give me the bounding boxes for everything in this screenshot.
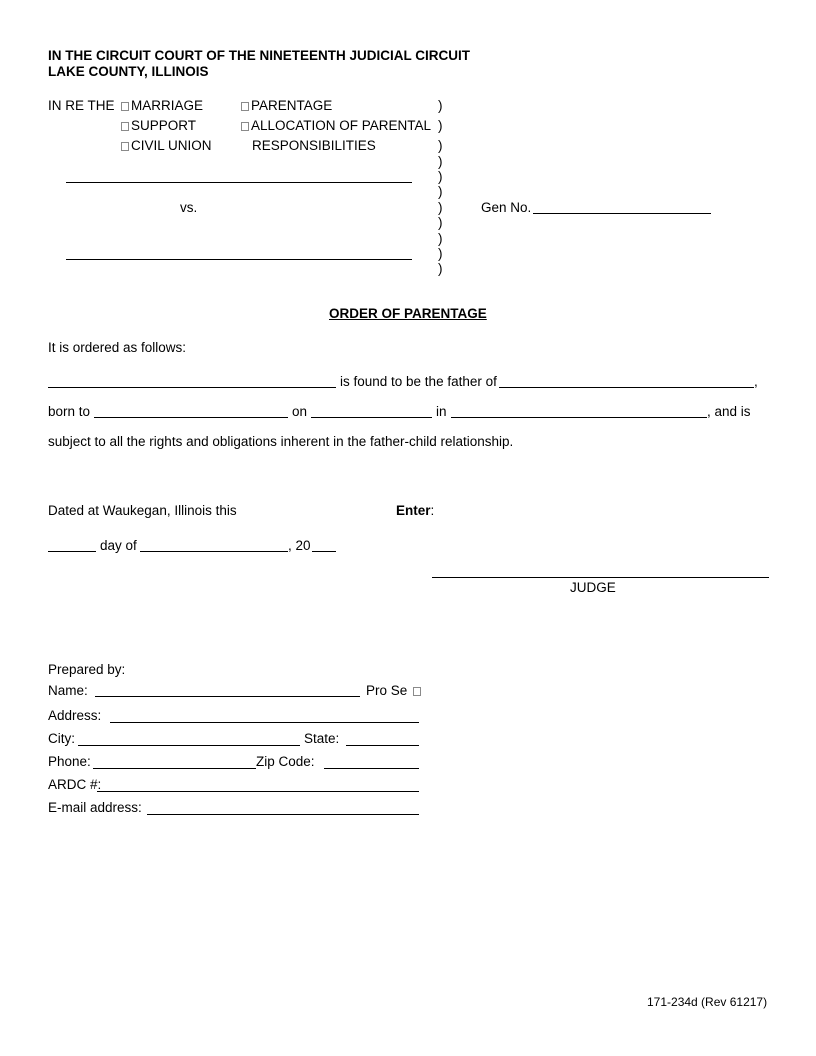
allocation-checkbox[interactable] xyxy=(241,122,249,131)
caption-paren: ) xyxy=(438,200,443,215)
marriage-checkbox[interactable] xyxy=(121,102,129,111)
civil-union-option[interactable] xyxy=(121,138,212,154)
email-field[interactable] xyxy=(147,814,419,815)
day-of-label: day of xyxy=(100,538,137,553)
form-number: 171-234d (Rev 61217) xyxy=(647,995,768,1009)
and-is-text: , and is xyxy=(707,404,751,419)
caption-paren: ) xyxy=(438,138,443,153)
dated-at-text: Dated at Waukegan, Illinois this xyxy=(48,503,237,518)
pro-se-option[interactable] xyxy=(366,683,423,699)
father-name-field[interactable] xyxy=(48,387,336,388)
allocation-label: ALLOCATION OF PARENTAL xyxy=(251,118,432,133)
respondent-field[interactable] xyxy=(66,259,412,260)
ardc-label: ARDC #: xyxy=(48,777,102,792)
civil-union-checkbox[interactable] xyxy=(121,142,129,151)
caption-paren: ) xyxy=(438,231,443,246)
parentage-option[interactable] xyxy=(241,98,332,114)
gen-no-field[interactable] xyxy=(533,213,711,214)
pro-se-label: Pro Se xyxy=(366,683,408,698)
day-field[interactable] xyxy=(48,551,96,552)
address-label: Address: xyxy=(48,708,102,723)
state-field[interactable] xyxy=(346,745,419,746)
gen-no-label: Gen No. xyxy=(481,200,532,215)
enter-colon: : xyxy=(430,503,435,518)
birth-place-field[interactable] xyxy=(451,417,707,418)
state-label: State: xyxy=(304,731,340,746)
comma: , xyxy=(754,374,758,389)
zip-label: Zip Code: xyxy=(256,754,315,769)
pro-se-checkbox[interactable] xyxy=(413,687,421,696)
in-label: in xyxy=(436,404,447,419)
support-label: SUPPORT xyxy=(131,118,197,133)
support-option[interactable] xyxy=(121,118,196,134)
caption-paren: ) xyxy=(438,118,443,133)
allocation-option[interactable] xyxy=(241,118,431,134)
in-re-label: IN RE THE xyxy=(48,98,115,113)
prepared-by-heading: Prepared by: xyxy=(48,662,126,677)
caption-paren: ) xyxy=(438,215,443,230)
name-label: Name: xyxy=(48,683,88,698)
year-field[interactable] xyxy=(312,551,336,552)
month-field[interactable] xyxy=(140,551,288,552)
caption-paren: ) xyxy=(438,169,443,184)
on-label: on xyxy=(292,404,308,419)
caption-paren: ) xyxy=(438,184,443,199)
enter-label xyxy=(396,503,434,519)
judge-label: JUDGE xyxy=(570,580,616,595)
city-label: City: xyxy=(48,731,75,746)
marriage-option[interactable] xyxy=(121,98,203,114)
marriage-label: MARRIAGE xyxy=(131,98,204,113)
year-prefix: , 20 xyxy=(288,538,311,553)
caption-paren: ) xyxy=(438,98,443,113)
judge-signature-line[interactable] xyxy=(432,577,769,578)
rights-text: subject to all the rights and obligations inherent in the father-child relationship. xyxy=(48,434,514,449)
parentage-label: PARENTAGE xyxy=(251,98,333,113)
email-label: E-mail address: xyxy=(48,800,142,815)
zip-field[interactable] xyxy=(324,768,419,769)
parentage-checkbox[interactable] xyxy=(241,102,249,111)
caption-paren: ) xyxy=(438,261,443,276)
court-name: IN THE CIRCUIT COURT OF THE NINETEENTH JUDICIAL CIRCUIT xyxy=(48,48,471,63)
enter-text: Enter xyxy=(396,503,431,518)
order-intro: It is ordered as follows: xyxy=(48,340,187,355)
vs-label: vs. xyxy=(180,200,198,215)
birth-date-field[interactable] xyxy=(311,417,432,418)
allocation-label-line2: RESPONSIBILITIES xyxy=(252,138,376,153)
born-to-label: born to xyxy=(48,404,91,419)
petitioner-field[interactable] xyxy=(66,182,412,183)
child-name-field[interactable] xyxy=(499,387,754,388)
caption-paren: ) xyxy=(438,154,443,169)
mother-name-field[interactable] xyxy=(94,417,288,418)
county-name: LAKE COUNTY, ILLINOIS xyxy=(48,64,209,79)
phone-label: Phone: xyxy=(48,754,91,769)
order-title: ORDER OF PARENTAGE xyxy=(329,306,487,321)
civil-union-label: CIVIL UNION xyxy=(131,138,212,153)
support-checkbox[interactable] xyxy=(121,122,129,131)
address-field[interactable] xyxy=(110,722,419,723)
caption-paren: ) xyxy=(438,246,443,261)
city-field[interactable] xyxy=(78,745,300,746)
ardc-field[interactable] xyxy=(97,791,419,792)
name-field[interactable] xyxy=(95,696,360,697)
father-text: is found to be the father of xyxy=(340,374,497,389)
phone-field[interactable] xyxy=(93,768,256,769)
